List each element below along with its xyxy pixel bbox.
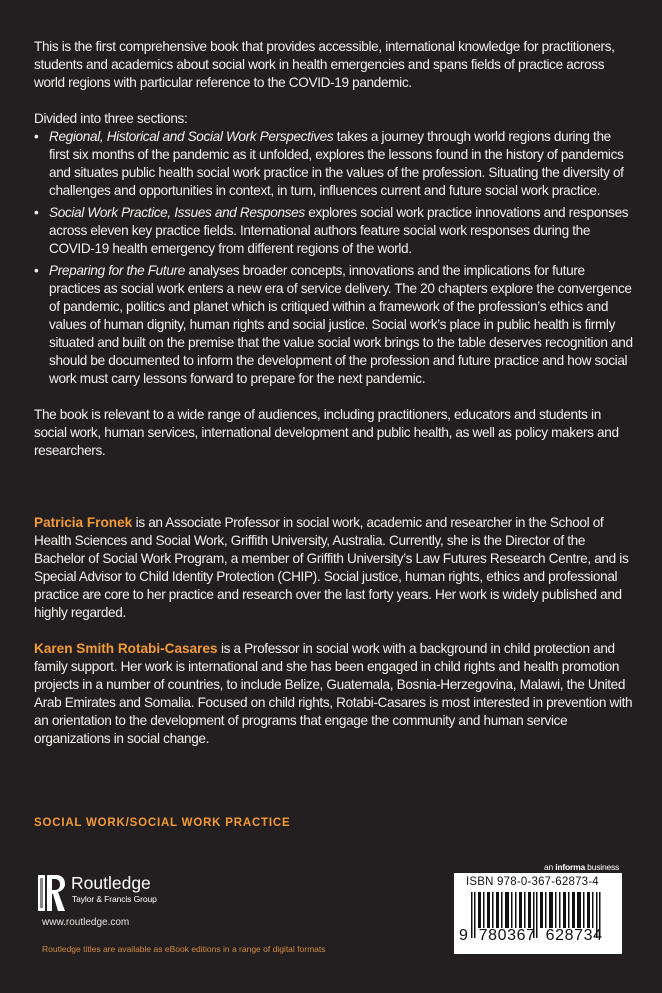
sections-list xyxy=(34,128,634,388)
section-text: analyses broader concepts, innovations and the implications for future practices as social work enters a new era of service delivery. The 20 chapters explore the convergence of pandemic, politics and planet which is critiqued within a framework of the profession’s ethics and values of human dignity, human rights and social justice. Social work’s place in public health is firmly situated and built on the premise that the value social work brings to the table deserves recognition and should be documented to inform the development of the profession and future practice and how social work must carry lessons forward to prepare for the next pandemic. xyxy=(49,263,633,386)
sections-heading: Divided into three sections: xyxy=(34,111,188,126)
bullet-icon: • xyxy=(34,263,39,278)
isbn-barcode xyxy=(454,873,622,954)
section-title: Social Work Practice, Issues and Responses xyxy=(49,205,305,220)
section-text: takes a journey through world regions during the first six months of the pandemic as it unfolded, explores the lessons found in the history of pandemics and situates public health social work practice in the values of the profession. Situating the diversity of challenges and opportunities in context, in turn, influences current and future social work practice. xyxy=(49,129,624,198)
parent-suffix: business xyxy=(585,862,620,872)
section-text: explores social work practice innovations and responses across eleven key practice fields. International authors feature social work responses during the COVID-19 health emergency from different regions of the world. xyxy=(49,205,629,256)
author-name: Karen Smith Rotabi-Casares xyxy=(34,641,218,656)
parent-brand: informa xyxy=(555,862,585,872)
subject-category: SOCIAL WORK/SOCIAL WORK PRACTICE xyxy=(34,817,291,829)
back-cover-text xyxy=(34,38,634,766)
section-item xyxy=(34,262,634,388)
author-bio xyxy=(34,514,634,622)
routledge-r-logo-icon xyxy=(38,875,66,911)
author-name: Patricia Fronek xyxy=(34,515,133,530)
section-title: Regional, Historical and Social Work Perspectives xyxy=(49,129,334,144)
section-item xyxy=(34,128,634,200)
author-bio xyxy=(34,640,634,748)
author-bio-text: is an Associate Professor in social work, academic and researcher in the School of Health Sciences and Social Work, Griffith University, Australia. Currently, she is the Director of the Bachelor of Social Work Program, a member of Griffith University’s Law Futures Research Centre, and is Special Advisor to Child Identity Protection (CHIP). Social justice, human rights, ethics and professional practice are core to her practice and research over the last forty years. Her work is widely published and highly regarded. xyxy=(34,515,629,620)
publisher-name: Routledge xyxy=(71,873,151,893)
intro-paragraph: This is the first comprehensive book that provides accessible, international knowledge for practitioners, students and academics about social work in health emergencies and spans fields of practice across world regions with particular reference to the COVID-19 pandemic. xyxy=(34,39,615,90)
author-bio-text: is a Professor in social work with a background in child protection and family support. Her work is international and she has been engaged in child rights and health promotion projects in a number of countries, to include Belize, Guatemala, Bosnia-Herzegovina, Malawi, the United Arab Emirates and Somalia. Focused on child rights, Rotabi-Casares is most interested in prevention with an orientation to the development of programs that engage the community and human service organizations in social change. xyxy=(34,641,633,746)
ebook-note: Routledge titles are available as eBook editions in a range of digital formats xyxy=(42,944,326,954)
bullet-icon: • xyxy=(34,129,39,144)
bullet-icon: • xyxy=(34,205,39,220)
publisher-website[interactable]: www.routledge.com xyxy=(42,917,130,928)
barcode-digits: 9 780367 628734 xyxy=(459,927,603,944)
parent-prefix: an xyxy=(544,862,556,872)
section-title: Preparing for the Future xyxy=(49,263,185,278)
publisher-group: Taylor & Francis Group xyxy=(72,894,157,904)
audience-paragraph: The book is relevant to a wide range of audiences, including practitioners, educators and students in social work, human services, international development and public health, as well as policy makers and researchers. xyxy=(34,407,619,458)
parent-company xyxy=(544,862,619,872)
isbn-label: ISBN 978-0-367-62873-4 xyxy=(466,876,599,888)
section-item xyxy=(34,204,634,258)
